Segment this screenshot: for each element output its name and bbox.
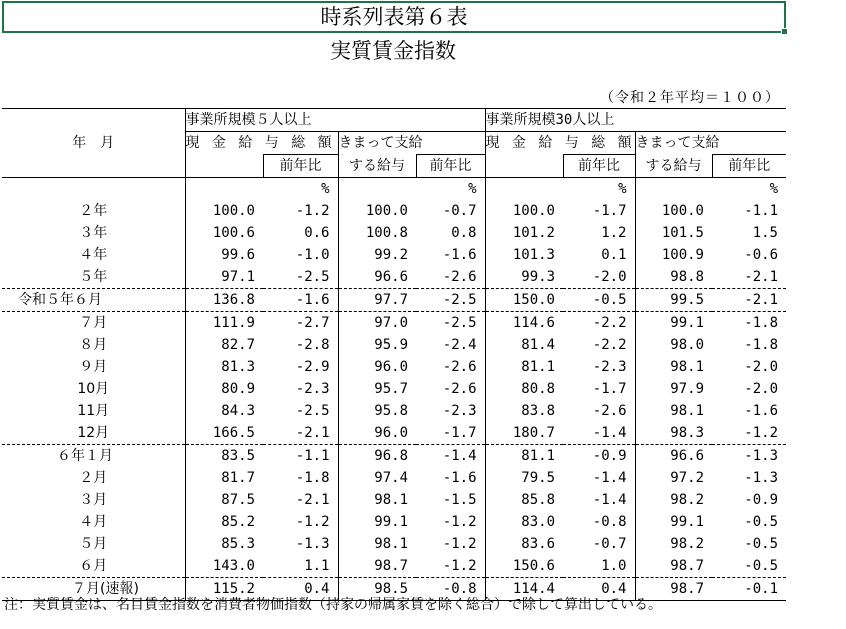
yoy-cell: -0.7	[592, 536, 627, 552]
header-blank	[185, 155, 263, 178]
yoy-cell: -2.1	[744, 269, 778, 285]
yoy-cell: -1.5	[442, 492, 477, 508]
index-cell: 100.0	[212, 203, 255, 219]
group-header-5: 事業所規模５人以上	[185, 109, 485, 132]
yoy-cell: -0.8	[416, 578, 485, 601]
index-cell: 114.4	[485, 578, 563, 601]
yoy-cell: -2.3	[295, 381, 330, 397]
table-row	[2, 467, 786, 489]
yoy-cell: -1.3	[712, 445, 786, 468]
index-cell: 143.0	[212, 558, 255, 574]
index-cell: 96.6	[338, 266, 416, 289]
yoy-cell: -1.8	[744, 337, 778, 353]
row-label: 10月	[2, 378, 185, 400]
yoy-cell: -0.6	[744, 247, 778, 263]
yoy-cell: 1.2	[601, 225, 627, 241]
yoy-cell: -0.5	[744, 536, 778, 552]
header-row-1	[2, 109, 786, 132]
index-cell: 99.2	[338, 244, 416, 266]
yoy-cell: -2.0	[744, 381, 778, 397]
table-row	[2, 378, 786, 400]
yoy-cell: -1.2	[442, 514, 477, 530]
index-cell: 114.6	[485, 312, 563, 335]
index-cell: 83.5	[185, 445, 263, 468]
percent-unit: %	[712, 178, 786, 201]
yoy-header-1: 前年比	[263, 155, 338, 178]
group-header-30: 事業所規模30人以上	[485, 109, 786, 132]
contractual-header-30b: する給与	[635, 155, 712, 178]
row-label: ３年	[2, 222, 185, 244]
index-cell: 95.8	[338, 400, 416, 422]
yoy-cell: -1.4	[592, 492, 627, 508]
percent-blank	[185, 178, 263, 201]
row-label: ６年１月	[2, 445, 185, 468]
yoy-cell: -0.1	[712, 578, 786, 601]
index-cell: 96.8	[338, 445, 416, 468]
index-cell: 79.5	[485, 467, 563, 489]
table-row	[2, 266, 786, 289]
footnote: 注：実質賃金は、名目賃金指数を消費者物価指数（持家の帰属家賃を除く総合）で除して算出している。	[4, 597, 662, 613]
index-cell: 97.1	[221, 269, 255, 285]
percent-blank	[338, 178, 416, 201]
index-cell: 97.4	[338, 467, 416, 489]
yoy-cell: -2.1	[295, 492, 330, 508]
yoy-header-3: 前年比	[563, 155, 635, 178]
index-cell: 80.9	[221, 381, 255, 397]
index-cell: 98.0	[635, 334, 712, 356]
index-cell: 100.9	[635, 244, 712, 266]
index-cell: 95.7	[338, 378, 416, 400]
index-cell: 101.3	[485, 244, 563, 266]
yoy-cell: -1.8	[712, 312, 786, 335]
index-cell: 100.0	[485, 200, 563, 222]
sheet-title: 時系列表第６表	[320, 5, 468, 29]
table-row	[2, 511, 786, 533]
index-cell: 87.5	[221, 492, 255, 508]
yoy-cell: -2.5	[416, 312, 485, 335]
row-label: ７月	[2, 312, 185, 335]
yoy-cell: -1.7	[592, 381, 627, 397]
yoy-cell: -0.9	[744, 492, 778, 508]
table-row	[2, 244, 786, 266]
index-cell: 99.5	[635, 289, 712, 312]
fill-handle[interactable]	[781, 28, 788, 35]
index-cell: 101.5	[635, 222, 712, 244]
index-cell: 83.6	[485, 533, 563, 555]
index-cell: 100.0	[338, 200, 416, 222]
yoy-cell: -0.9	[563, 445, 635, 468]
contractual-header-5a: きまって支給	[338, 132, 485, 155]
index-cell: 150.0	[485, 289, 563, 312]
index-cell: 98.2	[635, 533, 712, 555]
yoy-header-2: 前年比	[416, 155, 485, 178]
index-cell: 81.7	[221, 470, 255, 486]
yoy-cell: -2.6	[592, 403, 627, 419]
yoy-cell: -1.3	[744, 470, 778, 486]
table-row	[2, 312, 786, 335]
row-label: 令和５年６月	[2, 289, 185, 312]
table-row	[2, 422, 786, 445]
index-cell: 81.1	[485, 445, 563, 468]
row-label: ２月	[2, 467, 185, 489]
yoy-cell: -1.7	[592, 203, 627, 219]
index-cell: 80.8	[485, 378, 563, 400]
yoy-cell: 0.1	[601, 247, 627, 263]
table-row	[2, 489, 786, 511]
yoy-cell: -2.7	[263, 312, 338, 335]
index-cell: 81.1	[485, 356, 563, 378]
index-cell: 115.2	[185, 578, 263, 601]
yoy-cell: -2.5	[295, 269, 330, 285]
index-cell: 99.1	[338, 511, 416, 533]
index-cell: 98.7	[338, 555, 416, 578]
index-cell: 98.3	[635, 422, 712, 445]
index-cell: 83.8	[485, 400, 563, 422]
index-cell: 99.3	[485, 266, 563, 289]
yoy-cell: -1.4	[592, 470, 627, 486]
index-cell: 98.1	[338, 489, 416, 511]
yoy-cell: -1.1	[263, 445, 338, 468]
yoy-cell: -0.5	[563, 289, 635, 312]
percent-unit: %	[263, 178, 338, 201]
row-label: ６月	[2, 555, 185, 578]
yoy-cell: -2.5	[295, 403, 330, 419]
yoy-cell: 1.1	[304, 558, 330, 574]
index-cell: 99.1	[635, 312, 712, 335]
row-label: ５月	[2, 533, 185, 555]
yoy-cell: -2.1	[712, 289, 786, 312]
yoy-cell: -1.6	[263, 289, 338, 312]
sheet-title-cell[interactable]	[2, 1, 786, 33]
table-row	[2, 222, 786, 244]
row-label: ９月	[2, 356, 185, 378]
index-cell: 150.6	[485, 555, 563, 578]
yoy-cell: -2.9	[295, 359, 330, 375]
yoy-cell: 0.4	[563, 578, 635, 601]
index-cell: 98.1	[635, 356, 712, 378]
row-label: ８月	[2, 334, 185, 356]
row-label: 12月	[2, 422, 185, 445]
percent-blank	[2, 178, 185, 201]
yoy-cell: -1.7	[442, 425, 477, 441]
yoy-cell: -2.5	[416, 289, 485, 312]
index-cell: 97.7	[338, 289, 416, 312]
index-cell: 82.7	[221, 337, 255, 353]
table-row	[2, 400, 786, 422]
index-cell: 98.1	[635, 400, 712, 422]
percent-unit: %	[563, 178, 635, 201]
yoy-cell: -1.2	[442, 536, 477, 552]
index-cell: 81.4	[485, 334, 563, 356]
index-cell: 96.0	[338, 356, 416, 378]
index-cell: 166.5	[212, 425, 255, 441]
yoy-cell: -1.2	[442, 558, 477, 574]
index-cell: 101.2	[485, 222, 563, 244]
yoy-cell: -1.4	[416, 445, 485, 468]
yoy-cell: -1.6	[442, 247, 477, 263]
index-cell: 111.9	[185, 312, 263, 335]
yoy-cell: -2.8	[295, 337, 330, 353]
yoy-cell: 0.4	[263, 578, 338, 601]
row-label: ７月(速報)	[2, 578, 185, 601]
index-cell: 84.3	[221, 403, 255, 419]
yoy-cell: -2.2	[592, 337, 627, 353]
contractual-header-5b: する給与	[338, 155, 416, 178]
index-cell: 97.0	[338, 312, 416, 335]
yoy-cell: -1.2	[295, 514, 330, 530]
index-cell: 136.8	[185, 289, 263, 312]
yoy-cell: -2.0	[592, 269, 627, 285]
row-label: ３月	[2, 489, 185, 511]
yoy-cell: -1.1	[744, 203, 778, 219]
index-cell: 99.6	[221, 247, 255, 263]
yoy-cell: -1.8	[295, 470, 330, 486]
index-cell: 100.0	[635, 200, 712, 222]
yoy-cell: -1.4	[592, 425, 627, 441]
percent-blank	[635, 178, 712, 201]
yoy-cell: -1.3	[295, 536, 330, 552]
index-cell: 98.7	[635, 578, 712, 601]
table-row	[2, 533, 786, 555]
yoy-cell: 1.0	[601, 558, 627, 574]
yoy-cell: -1.2	[295, 203, 330, 219]
yoy-cell: -1.0	[295, 247, 330, 263]
index-cell: 100.8	[338, 222, 416, 244]
yoy-header-4: 前年比	[712, 155, 786, 178]
row-label: 11月	[2, 400, 185, 422]
yoy-cell: -2.2	[563, 312, 635, 335]
table-row	[2, 555, 786, 578]
header-blank	[485, 155, 563, 178]
row-label: ２年	[2, 200, 185, 222]
index-cell: 180.7	[485, 422, 563, 445]
yoy-cell: -0.5	[744, 514, 778, 530]
base-year-note: （令和２年平均＝１００）	[600, 90, 780, 106]
yoy-cell: 0.6	[304, 225, 330, 241]
yoy-cell: 0.8	[451, 225, 477, 241]
index-cell: 100.6	[212, 225, 255, 241]
index-cell: 85.2	[221, 514, 255, 530]
index-cell: 85.8	[485, 489, 563, 511]
index-cell: 96.0	[338, 422, 416, 445]
table-row	[2, 289, 786, 312]
index-cell: 81.3	[221, 359, 255, 375]
wage-index-table	[2, 108, 786, 601]
index-cell: 98.8	[635, 266, 712, 289]
index-cell: 85.3	[221, 536, 255, 552]
index-cell: 98.7	[635, 555, 712, 578]
yoy-cell: -2.6	[442, 381, 477, 397]
yoy-cell: -2.1	[295, 425, 330, 441]
yoy-cell: -0.5	[744, 558, 778, 574]
total-cash-header-30: 現 金 給 与 総 額	[485, 132, 635, 155]
row-label: ４月	[2, 511, 185, 533]
index-cell: 99.1	[635, 511, 712, 533]
yoy-cell: -2.6	[442, 359, 477, 375]
row-label: ５年	[2, 266, 185, 289]
yoy-cell: -1.6	[744, 403, 778, 419]
index-cell: 98.2	[635, 489, 712, 511]
percent-row	[2, 178, 786, 201]
index-cell: 83.0	[485, 511, 563, 533]
yoy-cell: -1.6	[442, 470, 477, 486]
index-cell: 97.9	[635, 378, 712, 400]
yoy-cell: -2.3	[442, 403, 477, 419]
row-label: ４年	[2, 244, 185, 266]
percent-blank	[485, 178, 563, 201]
total-cash-header-5: 現 金 給 与 総 額	[185, 135, 334, 151]
yoy-cell: -2.0	[744, 359, 778, 375]
yoy-cell: -1.2	[744, 425, 778, 441]
index-cell: 97.2	[635, 467, 712, 489]
percent-unit: %	[416, 178, 485, 201]
yoy-cell: -2.6	[442, 269, 477, 285]
table-row	[2, 200, 786, 222]
yoy-cell: 1.5	[752, 225, 778, 241]
table-subtitle: 実質賃金指数	[330, 39, 456, 63]
year-month-header: 年 月	[2, 109, 185, 178]
index-cell: 96.6	[635, 445, 712, 468]
index-cell: 95.9	[338, 334, 416, 356]
table-row	[2, 445, 786, 468]
contractual-header-30a: きまって支給	[635, 132, 786, 155]
table-row	[2, 356, 786, 378]
yoy-cell: -0.8	[592, 514, 627, 530]
yoy-cell: -0.7	[442, 203, 477, 219]
index-cell: 98.5	[338, 578, 416, 601]
yoy-cell: -2.4	[442, 337, 477, 353]
yoy-cell: -2.3	[592, 359, 627, 375]
index-cell: 98.1	[338, 533, 416, 555]
table-row	[2, 334, 786, 356]
